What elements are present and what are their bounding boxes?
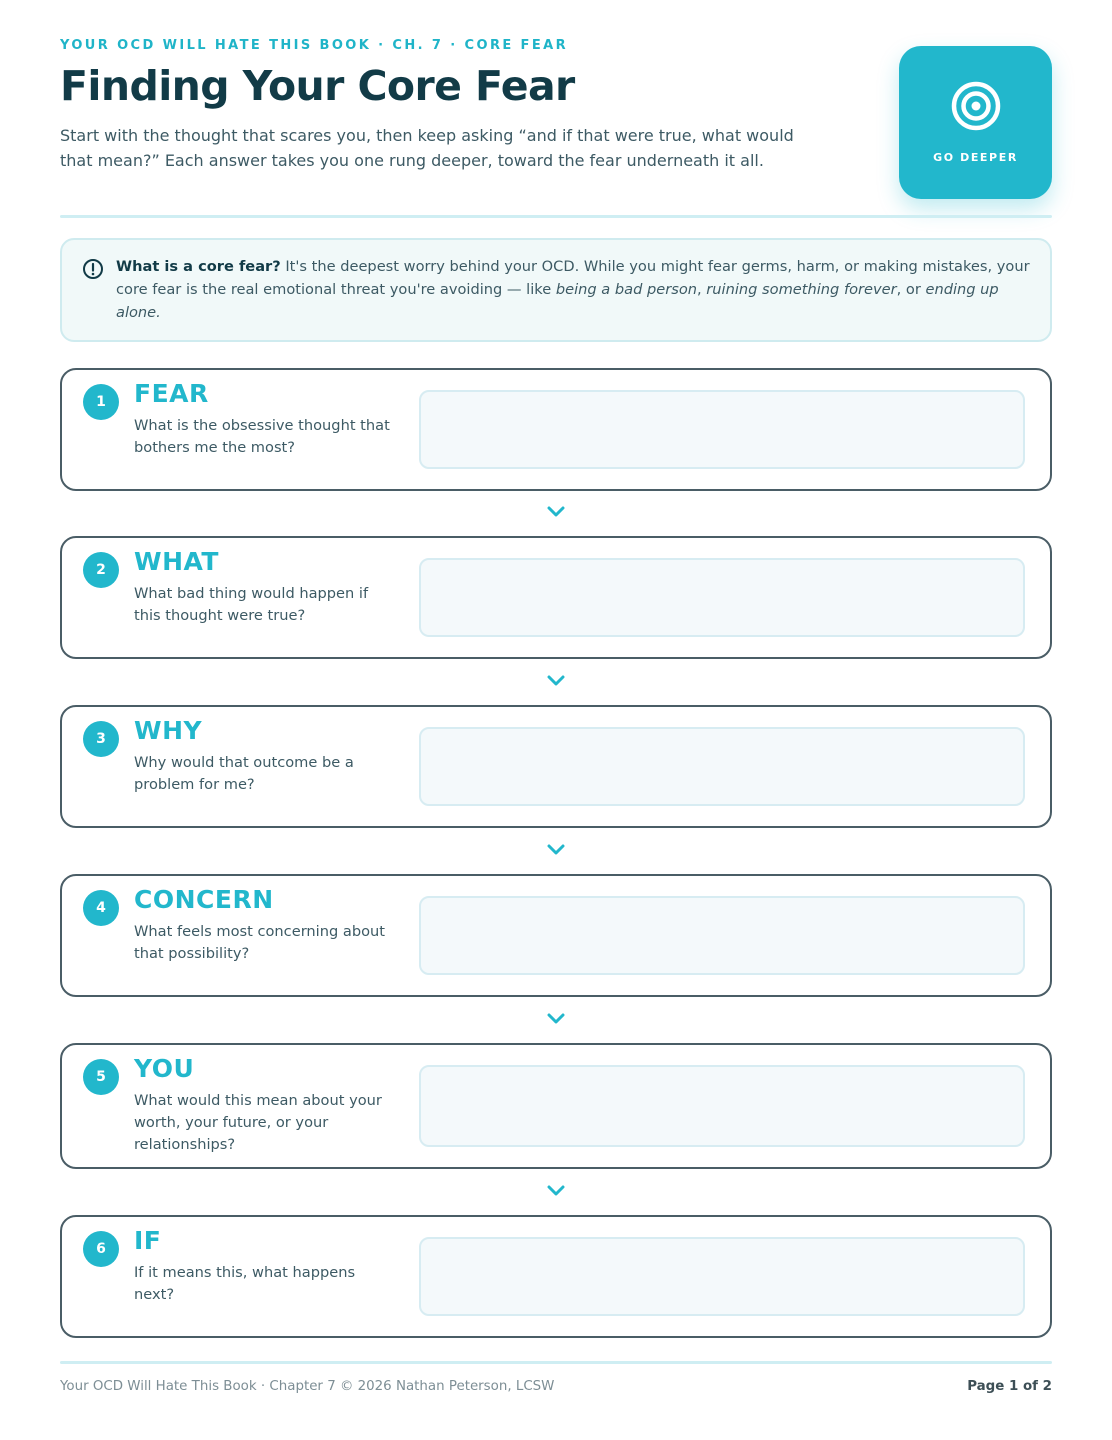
- step-card-fear: [60, 368, 1052, 491]
- step-question: Why would that outcome be a problem for me?: [134, 754, 354, 793]
- go-deeper-badge: [899, 46, 1052, 199]
- badge-label: GO DEEPER: [933, 151, 1018, 164]
- step-title: CONCERN: [134, 885, 274, 914]
- step-card-you: [60, 1043, 1052, 1169]
- core-fear-callout: [60, 238, 1052, 342]
- step-card-concern: [60, 874, 1052, 997]
- step-number: 3: [83, 721, 119, 757]
- intro-text: Start with the thought that scares you, then keep asking “and if that were true, what would that mean?” Each answer takes you one rung deeper, toward the fear underneath it all.: [60, 126, 794, 170]
- callout-example-3: ending up alone.: [116, 281, 999, 321]
- step-number: 6: [83, 1231, 119, 1267]
- step-card-if: [60, 1215, 1052, 1338]
- step-title: WHAT: [134, 547, 219, 576]
- eyebrow: YOUR OCD WILL HATE THIS BOOK · CH. 7 · CORE FEAR: [60, 38, 568, 53]
- footer-credit: Your OCD Will Hate This Book · Chapter 7 © 2026 Nathan Peterson, LCSW: [60, 1379, 555, 1394]
- answer-field-concern[interactable]: [419, 896, 1025, 975]
- answer-field-what[interactable]: [419, 558, 1025, 637]
- chevron-down-icon: [546, 844, 566, 856]
- page-number: Page 1 of 2: [967, 1379, 1052, 1394]
- worksheet-page: [60, 0, 1052, 1440]
- callout-example-1: being a bad person: [555, 281, 697, 298]
- callout-text: [116, 255, 1032, 324]
- step-number: 4: [83, 890, 119, 926]
- step-question: What feels most concerning about that possibility?: [134, 923, 385, 962]
- target-icon: [950, 80, 1002, 132]
- answer-field-why[interactable]: [419, 727, 1025, 806]
- chevron-down-icon: [546, 675, 566, 687]
- step-title: FEAR: [134, 379, 209, 408]
- footer-divider: [60, 1361, 1052, 1364]
- chevron-down-icon: [546, 1185, 566, 1197]
- chevron-down-icon: [546, 506, 566, 518]
- page-title: Finding Your Core Fear: [60, 62, 575, 110]
- answer-field-if[interactable]: [419, 1237, 1025, 1316]
- step-title: YOU: [134, 1054, 195, 1083]
- step-question: If it means this, what happens next?: [134, 1264, 356, 1303]
- callout-lead: What is a core fear?: [116, 258, 281, 275]
- callout-example-2: ruining something forever: [706, 281, 897, 298]
- info-circle-icon: [82, 258, 104, 280]
- step-question: What is the obsessive thought that bothers me the most?: [134, 417, 390, 456]
- step-card-why: [60, 705, 1052, 828]
- step-number: 1: [83, 384, 119, 420]
- step-title: WHY: [134, 716, 203, 745]
- step-question: What bad thing would happen if this thought were true?: [134, 585, 369, 624]
- callout-body: It's the deepest worry behind your OCD. While you might fear germs, harm, or making mistakes, your core fear is the real emotional threat you're avoiding — like: [116, 258, 1030, 298]
- chevron-down-icon: [546, 1013, 566, 1025]
- step-question: What would this mean about your worth, your future, or your relationships?: [134, 1092, 382, 1153]
- callout-separator-2: , or: [896, 281, 926, 298]
- answer-field-fear[interactable]: [419, 390, 1025, 469]
- step-number: 5: [83, 1059, 119, 1095]
- step-card-what: [60, 536, 1052, 659]
- callout-separator-1: ,: [697, 281, 707, 298]
- answer-field-you[interactable]: [419, 1065, 1025, 1147]
- header-divider: [60, 215, 1052, 218]
- step-number: 2: [83, 552, 119, 588]
- step-title: IF: [134, 1226, 162, 1255]
